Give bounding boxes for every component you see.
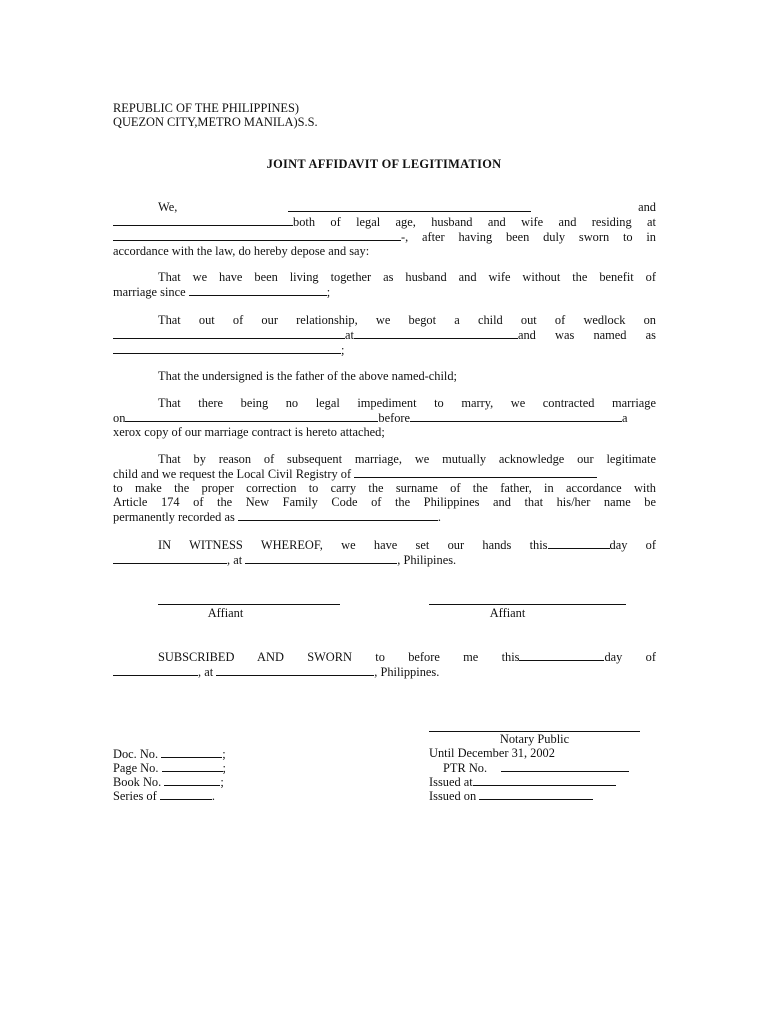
paragraph-request: That by reason of subsequent marriage, we mutually acknowledge our legitimate child and we request the Local Civil Registry of to make the proper correction to carry the surname of the father, in accordance with Article 174 of the New Family Code of the Philippines and that his/her name be permanently recorded as . (113, 452, 656, 524)
blank-issued-on[interactable] (479, 788, 593, 800)
affiant-label-right: Affiant (489, 606, 526, 620)
line-both-legal-age: both of legal age, husband and wife and residing at (113, 214, 656, 229)
notary-until: Until December 31, 2002 (429, 746, 555, 760)
blank-doc-no[interactable] (161, 746, 222, 758)
paragraph-father: That the undersigned is the father of the above named-child; (158, 369, 457, 383)
document-title: JOINT AFFIDAVIT OF LEGITIMATION (266, 157, 502, 171)
page-no: Page No. ; (113, 761, 226, 775)
text-we: We, (158, 200, 178, 214)
paragraph-child: That out of our relationship, we begot a child out of wedlock on at and was named as ; (113, 313, 656, 357)
blank-marriage-date[interactable] (125, 410, 378, 422)
blank-witness-day[interactable] (548, 537, 610, 549)
blank-solemnizing-officer[interactable] (410, 410, 622, 422)
signature-line-right[interactable] (429, 604, 626, 605)
blank-recorded-name[interactable] (238, 509, 438, 521)
blank-issued-at[interactable] (473, 774, 616, 786)
paragraph-living-together: That we have been living together as husband and wife without the benefit of marriage since ; (113, 270, 656, 299)
blank-since-date[interactable] (189, 284, 327, 296)
paragraph-marriage: That there being no legal impediment to marry, we contracted marriage on before a xerox copy of our marriage contract is hereto attached; (113, 396, 656, 439)
notary-issued-on: Issued on (429, 788, 593, 803)
notary-ptr: PTR No. (443, 760, 629, 775)
blank-civil-registry[interactable] (354, 466, 597, 478)
blank-husband-name[interactable] (288, 200, 531, 212)
series-of: Series of . (113, 789, 215, 803)
blank-sworn-place[interactable] (216, 664, 374, 676)
affiant-label-left: Affiant (207, 606, 244, 620)
blank-child-name[interactable] (113, 342, 341, 354)
blank-witness-month[interactable] (113, 552, 227, 564)
signature-line-left[interactable] (158, 604, 340, 605)
notary-issued-at: Issued at (429, 774, 616, 789)
blank-page-no[interactable] (162, 760, 223, 772)
paragraph-parties (113, 200, 656, 258)
blank-series-of[interactable] (160, 788, 212, 800)
header-line-1: REPUBLIC OF THE PHILIPPINES) (113, 101, 299, 115)
text-and: and (638, 200, 656, 214)
line-accordance: accordance with the law, do hereby depose and say: (113, 244, 370, 258)
blank-sworn-month[interactable] (113, 664, 198, 676)
blank-ptr-no[interactable] (501, 760, 629, 772)
blank-birth-place[interactable] (354, 327, 518, 339)
paragraph-witness: IN WITNESS WHEREOF, we have set our hands this day of , at , Philipines. (113, 537, 656, 567)
blank-witness-place[interactable] (245, 552, 397, 564)
blank-wife-name[interactable] (113, 214, 293, 226)
blank-residence[interactable] (113, 229, 401, 241)
line-residence: -, after having been duly sworn to in (113, 229, 656, 244)
book-no: Book No. ; (113, 775, 224, 789)
blank-sworn-day[interactable] (519, 649, 604, 661)
blank-birth-date[interactable] (113, 327, 345, 339)
doc-no: Doc. No. ; (113, 747, 226, 761)
header-line-2: QUEZON CITY,METRO MANILA)S.S. (113, 115, 318, 129)
notary-title: Notary Public (499, 732, 570, 746)
paragraph-subscribed: SUBSCRIBED AND SWORN to before me this day of , at , Philippines. (113, 649, 656, 679)
blank-book-no[interactable] (164, 774, 220, 786)
